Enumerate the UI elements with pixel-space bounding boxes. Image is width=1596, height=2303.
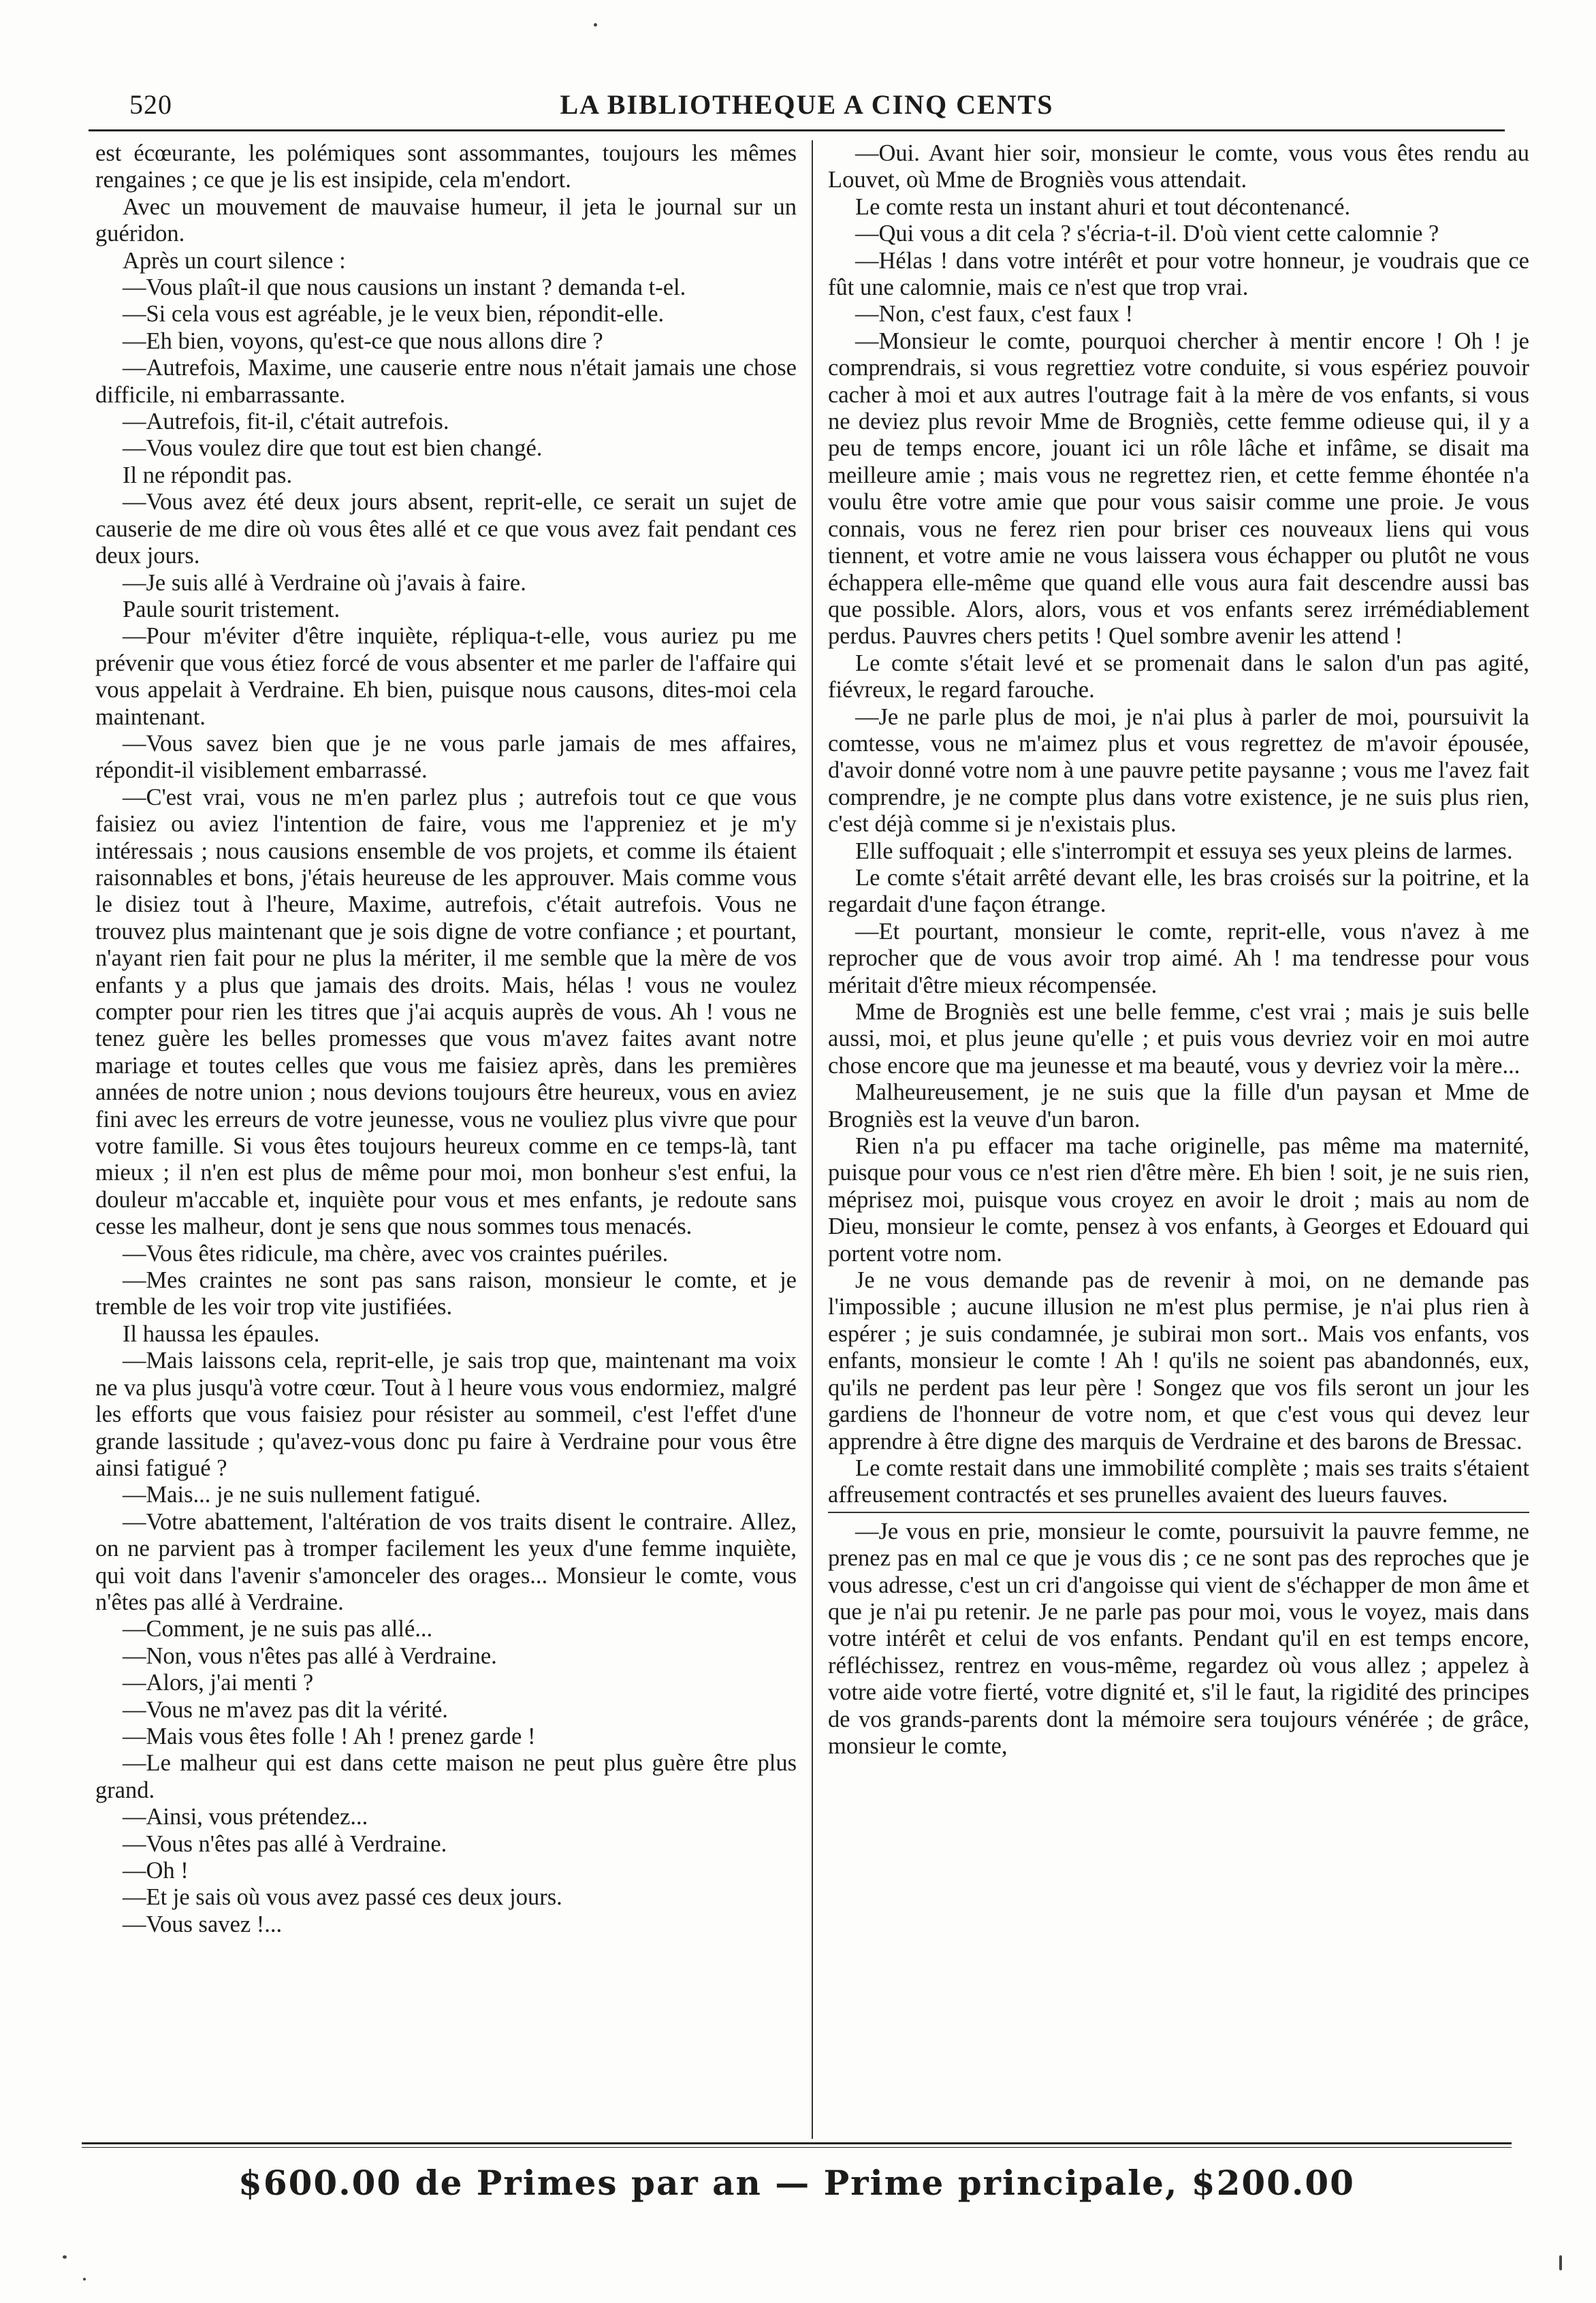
footer-advertisement: $600.00 de Primes par an — Prime principale, $200.00 — [238, 2163, 1355, 2203]
ink-speck — [594, 23, 597, 27]
paragraph: Je ne vous demande pas de revenir à moi, on ne demande pas l'impossible ; aucune illusion ne m'est plus permise, je n'ai plus rien à espérer ; je suis condamnée, je subirai mon sort.. Mais vos enfants, vos enfants, monsieur le comte ! Ah ! qu'ils ne soient pas abandonnés, eux, qu'ils ne perdent pas leur père ! Songez que vos fils seront un jour les gardiens de l'honneur de votre nom, et que c'est vous qui devez leur apprendre à être digne des marquis de Verdraine et des barons de Bressac. — [828, 1267, 1529, 1455]
paragraph: —Vous plaît-il que nous causions un instant ? demanda t-el. — [123, 274, 686, 301]
paragraph: Malheureusement, je ne suis que la fille d'un paysan et Mme de Brogniès est la veuve d'un baron. — [828, 1079, 1529, 1132]
paragraph: —Mais... je ne suis nullement fatigué. — [123, 1482, 481, 1508]
paragraph: est écœurante, les polémiques sont assommantes, toujours les mêmes rengaines ; ce que je lis est insipide, cela m'endort. — [95, 140, 797, 193]
paragraph: Elle suffoquait ; elle s'interrompit et essuya ses yeux pleins de larmes. — [855, 838, 1513, 864]
paragraph: —Je vous en prie, monsieur le comte, poursuivit la pauvre femme, ne prenez pas en mal ce que je vous dis ; ce ne sont pas des reproches que je vous adresse, c'est un cri d'angoisse qui vient de s'échapper de mon âme et que je n'ai pu retenir. Je ne parle pas pour moi, vous le voyez, mais dans votre intérêt et celui de vos enfants. Pendant qu'il en est temps encore, réfléchissez, rentrez en vous-même, regardez où vous allez ; appelez à votre aide votre fierté, votre dignité et, s'il le faut, la rigidité des principes de vos grands-parents dont la mémoire sera toujours vénérée ; de grâce, monsieur le comte, — [828, 1512, 1529, 1760]
paragraph: —Eh bien, voyons, qu'est-ce que nous allons dire ? — [123, 328, 603, 354]
paragraph: —Vous voulez dire que tout est bien changé. — [123, 435, 543, 462]
paragraph: —Hélas ! dans votre intérêt et pour votre honneur, je voudrais que ce fût une calomnie, mais ce n'est que trop vrai. — [828, 247, 1529, 301]
paragraph: —Comment, je ne suis pas allé... — [123, 1616, 433, 1642]
paragraph: Le comte s'était arrêté devant elle, les bras croisés sur la poitrine, et la regardait d'une façon étrange. — [828, 864, 1529, 918]
paragraph: —Et je sais où vous avez passé ces deux jours. — [123, 1884, 562, 1911]
paragraph: —C'est vrai, vous ne m'en parlez plus ; autrefois tout ce que vous faisiez ou aviez l'intention de faire, vous me l'appreniez et je m'y intéressais ; nous causions ensemble de vos projets, et comme ils étaient raisonnables et bons, j'étais heureuse de les approuver. Mais comme vous le disiez tout à l'heure, Maxime, autrefois, c'était autrefois. Vous ne trouvez plus maintenant que je sois digne de votre confiance ; et pourtant, n'ayant rien fait pour ne plus la mériter, il me semble que la mère de vos enfants y a plus que jamais des droits. Mais, hélas ! vous ne voulez compter pour rien les titres que j'ai acquis auprès de vous. Ah ! vous ne tenez guère les belles promesses que vous m'avez faites avant notre mariage et toutes celles que vous me faisiez après, dans les premières années de notre union ; nous devions toujours être heureux, vous en aviez fini avec les erreurs de votre jeunesse, vous ne vouliez plus vivre que pour votre famille. Si vous êtes toujours heureux comme en ce temps-là, tant mieux ; il n'en est plus de même pour moi, mon bonheur s'est enfui, la douleur m'accable et, inquiète pour vous et mes enfants, je redoute sans cesse les malheur, dont je sens que nous sommes tous menacés. — [95, 784, 797, 1240]
paragraph: —Mais laissons cela, reprit-elle, je sais trop que, maintenant ma voix ne va plus jusqu'à votre cœur. Tout à l heure vous vous endormiez, malgré les efforts que vous faisiez pour résister au sommeil, c'est l'effet d'une grande lassitude ; qu'avez-vous donc pu faire à Verdraine pour vous être ainsi fatigué ? — [95, 1348, 797, 1481]
paragraph: —Alors, j'ai menti ? — [123, 1670, 314, 1696]
paragraph: —Je suis allé à Verdraine où j'avais à faire. — [123, 569, 526, 596]
header-rule — [89, 129, 1505, 131]
paragraph: —Vous êtes ridicule, ma chère, avec vos craintes puériles. — [123, 1240, 669, 1267]
text-column-left — [95, 140, 797, 1938]
footer-rule — [82, 2142, 1512, 2144]
paragraph: Le comte resta un instant ahuri et tout décontenancé. — [855, 193, 1351, 220]
paragraph: Paule sourit tristement. — [123, 596, 340, 622]
paragraph: Le comte s'était levé et se promenait dans le salon d'un pas agité, fiévreux, le regard farouche. — [828, 650, 1529, 703]
column-divider — [812, 140, 813, 2139]
page-number: 520 — [129, 89, 172, 120]
paragraph: Mme de Brogniès est une belle femme, c'est vrai ; mais je suis belle aussi, moi, et plus jeune qu'elle ; et puis vous devriez voir en moi autre chose encore que ma jeunesse et ma beauté, vous y devriez voir la mère... — [828, 999, 1529, 1079]
paragraph: —Votre abattement, l'altération de vos traits disent le contraire. Allez, on ne parvient pas à tromper facilement les yeux d'une femme inquiète, qui voit dans l'avenir s'amonceler des orages... Monsieur le comte, vous n'êtes pas allé à Verdraine. — [95, 1508, 797, 1615]
ink-speck — [1559, 2255, 1562, 2270]
paragraph: —Oh ! — [123, 1858, 189, 1884]
paragraph: —Non, c'est faux, c'est faux ! — [855, 301, 1134, 328]
paragraph: —Non, vous n'êtes pas allé à Verdraine. — [123, 1642, 497, 1669]
paragraph: Il ne répondit pas. — [123, 462, 293, 488]
paragraph: —Mais vous êtes folle ! Ah ! prenez garde ! — [123, 1723, 536, 1749]
running-title: LA BIBLIOTHEQUE A CINQ CENTS — [560, 89, 1054, 120]
paragraph: —Autrefois, Maxime, une causerie entre nous n'était jamais une chose difficile, ni embarrassante. — [95, 355, 797, 408]
paragraph: —Oui. Avant hier soir, monsieur le comte, vous vous êtes rendu au Louvet, où Mme de Brogniès vous attendait. — [828, 140, 1529, 193]
paragraph: —Vous ne m'avez pas dit la vérité. — [123, 1696, 448, 1723]
paragraph: —Vous savez !... — [123, 1911, 283, 1937]
paragraph: Il haussa les épaules. — [123, 1320, 320, 1347]
text-column-right — [828, 140, 1529, 1760]
footer-rule-thin — [82, 2147, 1512, 2148]
paragraph: —Pour m'éviter d'être inquiète, répliqua-t-elle, vous auriez pu me prévenir que vous étiez forcé de vous absenter et me parler de l'affaire qui vous appelait à Verdraine. Eh bien, puisque nous causons, dites-moi cela maintenant. — [95, 623, 797, 730]
paragraph: —Qui vous a dit cela ? s'écria-t-il. D'où vient cette calomnie ? — [855, 221, 1439, 247]
paragraph: —Le malheur qui est dans cette maison ne peut plus guère être plus grand. — [95, 1750, 797, 1803]
paragraph: —Ainsi, vous prétendez... — [123, 1804, 368, 1830]
paragraph: —Si cela vous est agréable, je le veux bien, répondit-elle. — [123, 301, 665, 328]
paragraph: —Vous savez bien que je ne vous parle jamais de mes affaires, répondit-il visiblement embarrassé. — [95, 730, 797, 784]
paragraph: —Mes craintes ne sont pas sans raison, monsieur le comte, et je tremble de les voir trop vite justifiées. — [95, 1267, 797, 1320]
page-header — [129, 86, 1484, 129]
paragraph: —Vous avez été deux jours absent, reprit-elle, ce serait un sujet de causerie de me dire où vous êtes allé et ce que vous avez fait pendant ces deux jours. — [95, 489, 797, 569]
paragraph: Avec un mouvement de mauvaise humeur, il jeta le journal sur un guéridon. — [95, 193, 797, 247]
paragraph: —Je ne parle plus de moi, je n'ai plus à parler de moi, poursuivit la comtesse, vous ne m'aimez plus et vous regrettez de m'avoir épousée, d'avoir donné votre nom à une pauvre petite paysanne ; vous me l'avez fait comprendre, je ne compte plus dans votre existence, je ne suis plus rien, c'est déjà comme si je n'existais plus. — [828, 703, 1529, 838]
paragraph: —Monsieur le comte, pourquoi chercher à mentir encore ! Oh ! je comprendrais, si vous regrettiez votre conduite, si vous espériez pouvoir cacher à moi et aux autres l'outrage fait à la mère de vos enfants, si vous ne deviez plus revoir Mme de Brogniès, cette femme odieuse qui, il y a peu de temps encore, jouant ici un rôle lâche et infâme, se disait ma meilleure amie ; mais vous ne regrettez rien, et cette femme éhontée n'a voulu être votre amie que pour vous saisir comme une proie. Je vous connais, vous ne ferez rien pour briser ces nouveaux liens qui vous tiennent, et votre amie ne vous laissera vous échapper ou plutôt ne vous échappera elle-même que quand elle vous aura fait descendre aussi bas que possible. Alors, alors, vous et vos enfants serez irrémédiablement perdus. Pauvres chers petits ! Quel sombre avenir les attend ! — [828, 328, 1529, 650]
ink-speck — [83, 2278, 86, 2281]
paragraph: Après un court silence : — [123, 247, 346, 274]
paragraph: Le comte restait dans une immobilité complète ; mais ses traits s'étaient affreusement contractés et ses prunelles avaient des lueurs fauves. — [828, 1455, 1529, 1508]
paragraph: —Vous n'êtes pas allé à Verdraine. — [123, 1830, 447, 1857]
paragraph: —Autrefois, fit-il, c'était autrefois. — [123, 409, 449, 435]
ink-speck — [63, 2255, 67, 2259]
paragraph: Rien n'a pu effacer ma tache originelle, pas même ma maternité, puisque pour vous ce n'est rien d'être mère. Eh bien ! soit, je ne suis rien, méprisez moi, puisque vous croyez en avoir le droit ; mais au nom de Dieu, monsieur le comte, pensez à vos enfants, à Georges et Edouard qui portent votre nom. — [828, 1133, 1529, 1267]
paragraph: —Et pourtant, monsieur le comte, reprit-elle, vous n'avez à me reprocher que de vous avoir trop aimé. Ah ! ma tendresse pour vous méritait d'être mieux récompensée. — [828, 918, 1529, 998]
